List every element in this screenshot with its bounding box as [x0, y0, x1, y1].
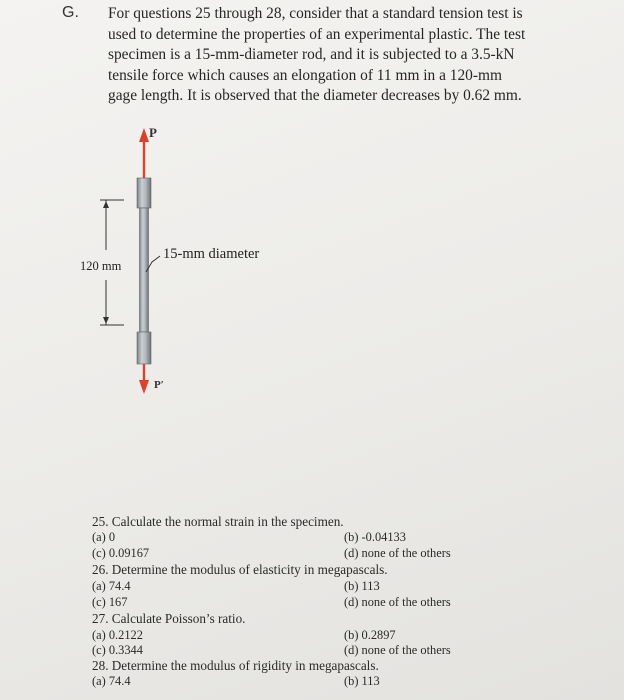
question-25-option-c[interactable]: (c) 0.09167 [92, 546, 150, 560]
gage-length-label: 120 mm [80, 259, 122, 273]
problem-intro [108, 4, 588, 107]
question-27-prompt: 27. Calculate Poisson’s ratio. [92, 611, 246, 626]
top-force-arrow [139, 128, 149, 178]
question-26-prompt: 26. Determine the modulus of elasticity in megapascals. [92, 562, 388, 577]
intro-line: used to determine the properties of an experimental plastic. The test [108, 25, 526, 43]
question-25-option-a[interactable]: (a) 0 [92, 530, 116, 544]
diameter-label: 15-mm diameter [163, 246, 260, 262]
question-25-option-b[interactable]: (b) -0.04133 [344, 530, 406, 544]
question-28-option-b[interactable]: (b) 113 [344, 674, 380, 688]
intro-line: tensile force which causes an elongation of 11 mm in a 120-mm [108, 66, 502, 84]
force-label-top: P [149, 125, 157, 140]
question-25-option-d[interactable]: (d) none of the others [344, 546, 451, 560]
question-26-option-c[interactable]: (c) 167 [92, 595, 128, 609]
intro-line: For questions 25 through 28, consider that a standard tension test is [108, 5, 523, 22]
question-27-option-d[interactable]: (d) none of the others [344, 643, 451, 657]
lower-grip [137, 332, 151, 364]
question-27-option-c[interactable]: (c) 0.3344 [92, 643, 143, 657]
problem-label: G. [62, 4, 79, 21]
question-28-option-a[interactable]: (a) 74.4 [92, 674, 131, 688]
question-25-prompt: 25. Calculate the normal strain in the specimen. [92, 514, 344, 529]
question-28-prompt: 28. Determine the modulus of rigidity in megapascals. [92, 658, 379, 673]
intro-line: specimen is a 15-mm-diameter rod, and it is subjected to a 3.5-kN [108, 46, 515, 64]
question-26-option-a[interactable]: (a) 74.4 [92, 579, 131, 593]
tension-test-figure [0, 120, 624, 400]
upper-grip [137, 178, 151, 208]
question-26-option-d[interactable]: (d) none of the others [344, 595, 451, 609]
force-label-bottom: P′ [154, 379, 164, 391]
question-27-option-a[interactable]: (a) 0.2122 [92, 628, 143, 642]
intro-line: gage length. It is observed that the diameter decreases by 0.62 mm. [108, 87, 522, 105]
question-27-option-b[interactable]: (b) 0.2897 [344, 628, 396, 642]
question-26-option-b[interactable]: (b) 113 [344, 579, 380, 593]
bottom-force-arrow [139, 364, 149, 394]
